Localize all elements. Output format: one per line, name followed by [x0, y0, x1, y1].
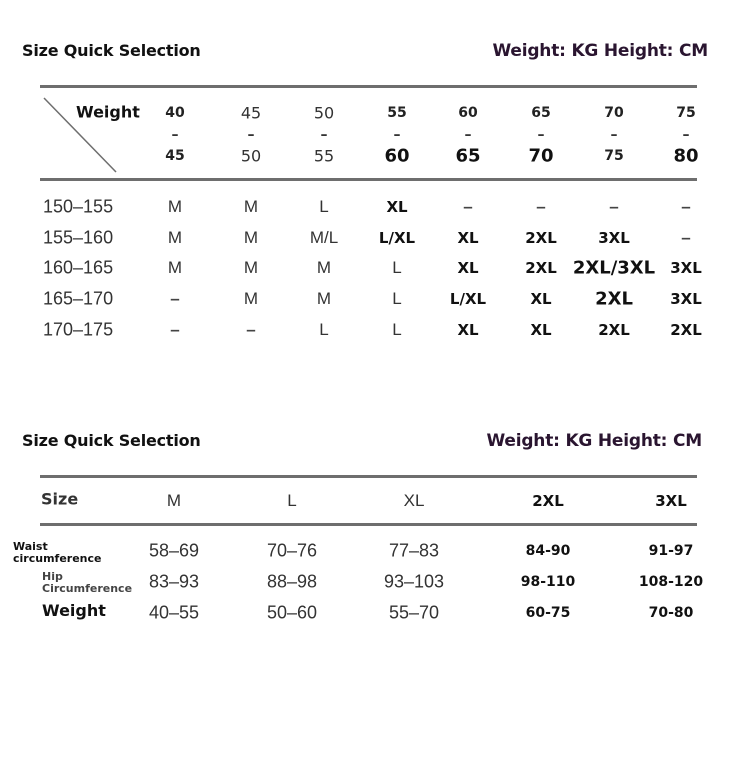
table2-title: Size Quick Selection [22, 431, 201, 450]
size-cell: XL [530, 321, 552, 339]
size-cell: M [243, 228, 259, 247]
weight-range-from: 50 [313, 103, 335, 123]
measurement-cell: 84-90 [525, 543, 571, 559]
hip-label-line1: Hip [42, 570, 63, 583]
size-cell: 2XL [595, 288, 633, 310]
size-cell: 2XL [670, 321, 702, 339]
size-cell: L [392, 289, 402, 308]
size-cell: – [536, 197, 546, 216]
measurement-cell: 50–60 [266, 602, 318, 623]
height-range-label: 165–170 [43, 288, 114, 309]
measurement-cell: 60-75 [525, 605, 571, 621]
table1-units: Weight: KG Height: CM [492, 41, 708, 61]
weight-range-from: 70 [604, 105, 624, 121]
measurement-cell: 91-97 [648, 543, 694, 559]
hip-label-line2: Circumference [42, 581, 133, 595]
waist-label-line1: Waist [13, 540, 48, 553]
height-range-label: 160–165 [43, 257, 114, 278]
weight-range-from: 60 [458, 105, 478, 121]
size-cell: XL [457, 229, 479, 247]
measurement-cell: 88–98 [266, 571, 318, 592]
table1-header-rule [40, 178, 697, 181]
size-cell: L [319, 320, 329, 339]
weight-range-to: 55 [313, 146, 335, 166]
size-cell: XL [457, 321, 479, 339]
weight-range-dash: – [247, 127, 255, 143]
height-range-label: 150–155 [43, 196, 114, 217]
size-cell: M [167, 258, 183, 277]
size-column-header: 3XL [655, 492, 687, 510]
weight-range-dash: – [682, 127, 690, 143]
size-cell: – [170, 320, 180, 339]
weight-range-to: 70 [528, 145, 554, 167]
table2-header-rule [40, 523, 697, 526]
weight-range-from: 75 [676, 105, 696, 121]
size-cell: 3XL [670, 259, 702, 277]
size-cell: M [243, 289, 259, 308]
size-cell: XL [530, 290, 552, 308]
size-column-header: L [287, 491, 297, 510]
measurement-cell: 40–55 [148, 602, 200, 623]
weight-range-dash: – [393, 127, 401, 143]
weight-range-to: 75 [604, 148, 624, 164]
weight-range-dash: – [610, 127, 618, 143]
size-cell: M [167, 228, 183, 247]
measurement-cell: 70–76 [266, 540, 318, 561]
size-cell: 2XL [598, 321, 630, 339]
size-cell: 2XL [525, 229, 557, 247]
size-row-header: Size [41, 489, 79, 509]
height-range-label: 170–175 [43, 319, 114, 340]
size-cell: – [246, 320, 256, 339]
size-cell: M [243, 197, 259, 216]
measurement-cell: 83–93 [148, 571, 200, 592]
table1-top-rule [40, 85, 697, 88]
size-cell: 2XL/3XL [572, 257, 656, 279]
size-cell: 3XL [670, 290, 702, 308]
size-cell: M [316, 258, 332, 277]
weight-range-from: 65 [531, 105, 551, 121]
size-cell: M [243, 258, 259, 277]
weight-range-to: 45 [165, 148, 185, 164]
weight-range-dash: – [171, 127, 179, 143]
size-column-header: M [166, 491, 182, 510]
waist-label [13, 541, 101, 564]
size-cell: 3XL [598, 229, 630, 247]
measurement-cell: 55–70 [388, 602, 440, 623]
measurement-cell: 58–69 [148, 540, 200, 561]
measurement-cell: 93–103 [383, 571, 445, 592]
table1-title: Size Quick Selection [22, 41, 201, 60]
size-cell: – [681, 228, 691, 247]
weight-range-dash: – [464, 127, 472, 143]
weight-range-dash: – [537, 127, 545, 143]
height-range-label: 155–160 [43, 227, 114, 248]
hip-label [42, 571, 132, 594]
size-cell: – [170, 289, 180, 308]
size-cell: L/XL [449, 290, 487, 308]
measurement-cell: 70-80 [648, 605, 694, 621]
weight-label: Weight [42, 601, 106, 620]
size-cell: – [609, 197, 619, 216]
measurement-cell: 98-110 [520, 574, 576, 590]
weight-range-from: 45 [240, 103, 262, 123]
size-cell: M/L [309, 228, 339, 247]
measurement-cell: 108-120 [638, 574, 704, 590]
weight-range-from: 40 [165, 105, 185, 121]
weight-range-dash: – [320, 127, 328, 143]
size-cell: L/XL [378, 229, 416, 247]
size-cell: XL [457, 259, 479, 277]
table2-top-rule [40, 475, 697, 478]
waist-label-line2: circumference [13, 551, 102, 565]
weight-range-to: 60 [384, 145, 410, 167]
weight-column-header: Weight [76, 102, 140, 122]
size-cell: XL [386, 198, 408, 216]
size-column-header: XL [403, 491, 425, 510]
weight-range-to: 65 [455, 145, 481, 167]
size-column-header: 2XL [532, 492, 564, 510]
size-cell: M [167, 197, 183, 216]
weight-range-to: 80 [673, 145, 699, 167]
size-cell: – [463, 197, 473, 216]
size-cell: M [316, 289, 332, 308]
table2-units: Weight: KG Height: CM [486, 431, 702, 451]
size-cell: 2XL [525, 259, 557, 277]
weight-range-from: 55 [387, 105, 407, 121]
size-cell: L [319, 197, 329, 216]
size-cell: – [681, 197, 691, 216]
weight-range-to: 50 [240, 146, 262, 166]
measurement-cell: 77–83 [388, 540, 440, 561]
size-cell: L [392, 320, 402, 339]
size-cell: L [392, 258, 402, 277]
